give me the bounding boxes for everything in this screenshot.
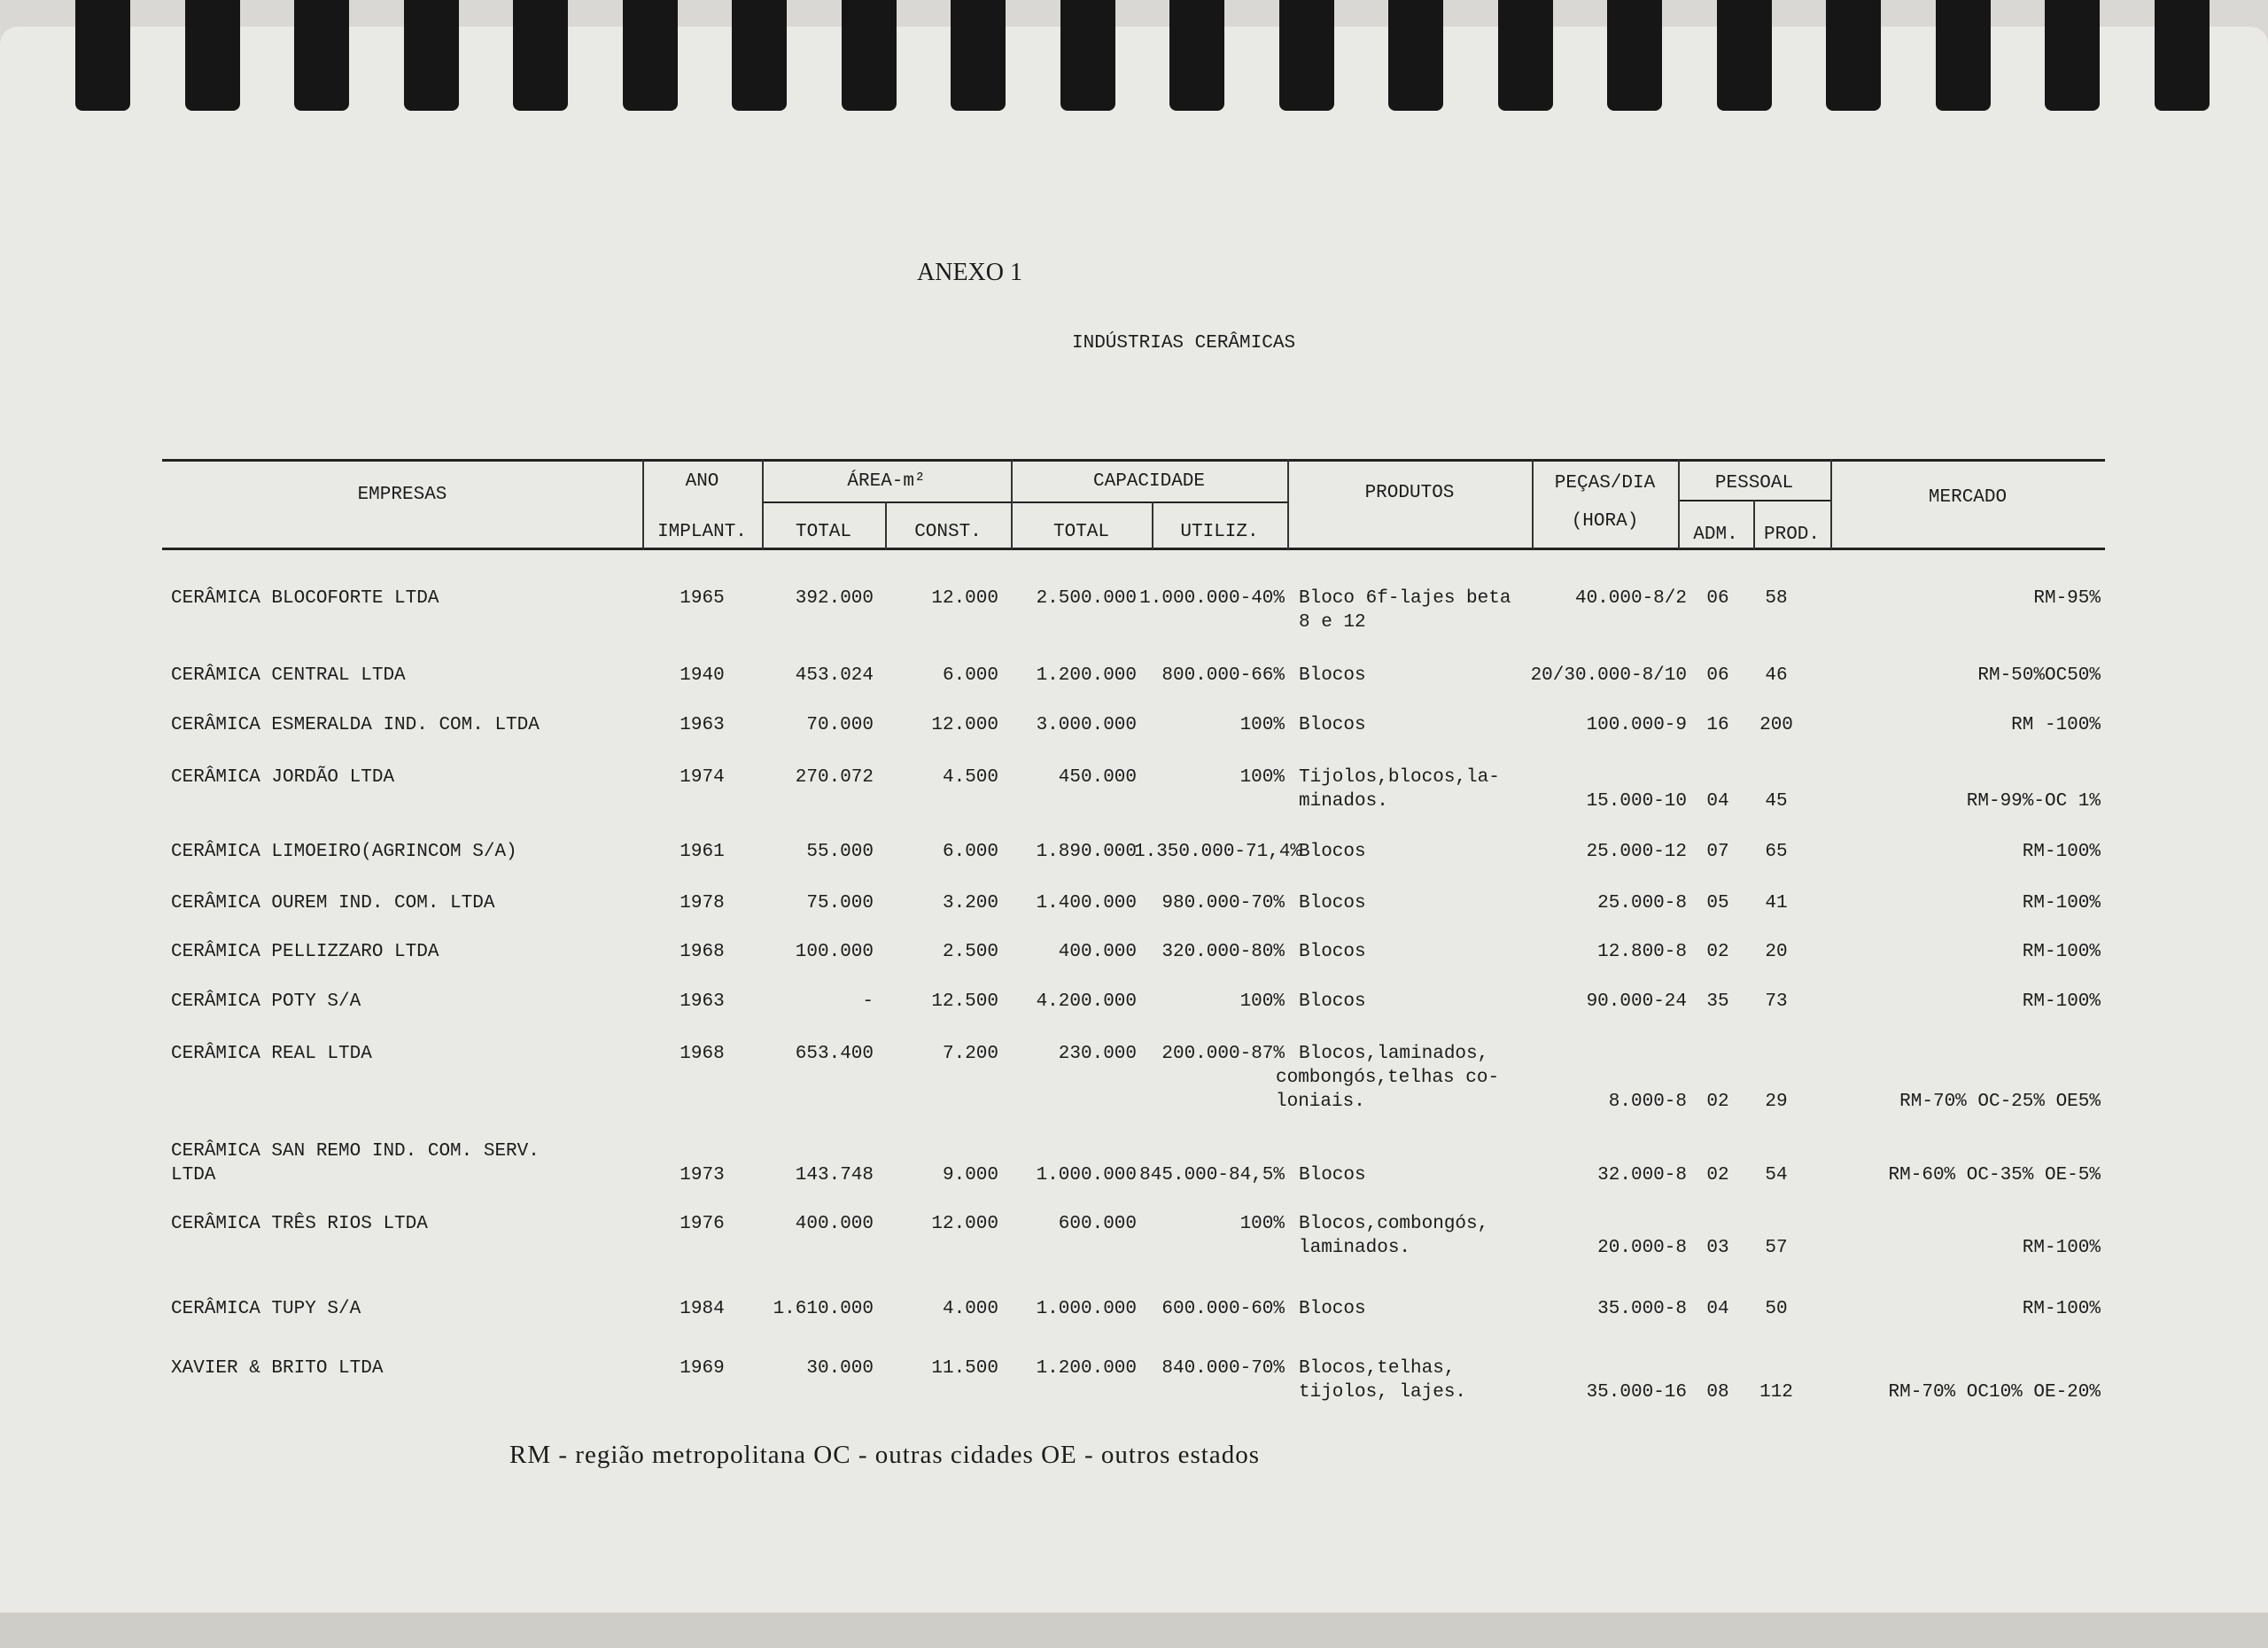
cell-cap-total: 600.000 — [1058, 1214, 1137, 1234]
cell-empresa: CERÂMICA ESMERALDA IND. COM. LTDA — [171, 715, 540, 735]
cell-pecas: 20/30.000-8/10 — [1530, 665, 1687, 686]
cell-pecas: 12.800-8 — [1597, 942, 1687, 962]
cell-area-const: 2.500 — [942, 942, 998, 962]
cell-area-const: 7.200 — [942, 1044, 998, 1064]
cell-area-const: 9.000 — [942, 1165, 998, 1185]
cell-pecas: 32.000-8 — [1597, 1165, 1687, 1185]
cell-mercado: RM-100% — [2022, 1299, 2101, 1319]
cell-pecas: 25.000-8 — [1597, 893, 1687, 913]
cell-empresa: XAVIER & BRITO LTDA — [171, 1358, 384, 1379]
cell-ano: 1969 — [680, 1358, 725, 1379]
cell-ano: 1963 — [680, 991, 725, 1012]
header-area-const: CONST. — [914, 522, 982, 542]
cell-mercado: RM-100% — [2022, 991, 2101, 1012]
cell-pecas: 90.000-24 — [1586, 991, 1687, 1012]
cell-pessoal-adm: 03 — [1706, 1238, 1729, 1258]
cell-area-const: 12.000 — [931, 715, 998, 735]
cell-pessoal-prod: 112 — [1759, 1382, 1793, 1403]
cell-empresa: CERÂMICA SAN REMO IND. COM. SERV. — [171, 1141, 540, 1162]
cell-empresa: CERÂMICA BLOCOFORTE LTDA — [171, 588, 439, 609]
cell-produtos: 8 e 12 — [1299, 612, 1366, 633]
header-produtos: PRODUTOS — [1364, 483, 1455, 503]
cell-pecas: 35.000-16 — [1586, 1382, 1687, 1403]
cell-cap-total: 3.000.000 — [1036, 715, 1137, 735]
header-area: ÁREA-m² — [847, 471, 926, 492]
cell-cap-total: 4.200.000 — [1036, 991, 1137, 1012]
cell-pessoal-adm: 06 — [1706, 588, 1729, 609]
cell-cap-utiliz: 840.000-70% — [1161, 1358, 1285, 1379]
cell-area-total: 392.000 — [795, 588, 874, 609]
cell-produtos: Blocos — [1299, 1299, 1366, 1319]
cell-produtos: Tijolos,blocos,la- — [1299, 767, 1500, 788]
binder-ring — [1388, 0, 1443, 111]
cell-pessoal-prod: 20 — [1765, 942, 1788, 962]
cell-mercado: RM-70% OC-25% OE5% — [1899, 1092, 2101, 1112]
binder-ring — [404, 0, 459, 111]
cell-mercado: RM-100% — [2022, 893, 2101, 913]
cell-produtos: Blocos — [1299, 942, 1366, 962]
cell-pessoal-prod: 58 — [1765, 588, 1788, 609]
cell-empresa-cont: LTDA — [171, 1165, 216, 1185]
cell-produtos: laminados. — [1299, 1238, 1411, 1258]
cell-area-total: 75.000 — [806, 893, 874, 913]
cell-cap-utiliz: 200.000-87% — [1161, 1044, 1285, 1064]
cell-ano: 1940 — [680, 665, 725, 686]
cell-cap-total: 1.000.000 — [1036, 1165, 1137, 1185]
cell-produtos: Blocos,telhas, — [1299, 1358, 1456, 1379]
cell-pessoal-adm: 08 — [1706, 1382, 1729, 1403]
cell-empresa: CERÂMICA CENTRAL LTDA — [171, 665, 406, 686]
binder-ring — [951, 0, 1006, 111]
cell-empresa: CERÂMICA PELLIZZARO LTDA — [171, 942, 439, 962]
binder-ring — [1279, 0, 1334, 111]
legend-note: RM - região metropolitana OC - outras cidades OE - outros estados — [509, 1441, 1261, 1469]
cell-pessoal-adm: 05 — [1706, 893, 1729, 913]
header-pessoal: PESSOAL — [1714, 473, 1794, 494]
cell-pessoal-prod: 46 — [1765, 665, 1788, 686]
header-empresas: EMPRESAS — [357, 485, 447, 505]
cell-area-const: 12.000 — [931, 1214, 998, 1234]
cell-area-total: 55.000 — [806, 842, 874, 862]
cell-area-total: - — [862, 991, 874, 1012]
cell-pecas: 15.000-10 — [1586, 791, 1687, 812]
cell-ano: 1963 — [680, 715, 725, 735]
cell-produtos: Blocos — [1299, 893, 1366, 913]
binder-ring — [1826, 0, 1881, 111]
cell-area-const: 12.000 — [931, 588, 998, 609]
cell-area-const: 6.000 — [942, 842, 998, 862]
cell-mercado: RM-100% — [2022, 842, 2101, 862]
binder-ring — [623, 0, 678, 111]
header-cap-utiliz: UTILIZ. — [1180, 522, 1259, 542]
cell-pessoal-prod: 45 — [1765, 791, 1788, 812]
cell-pessoal-adm: 02 — [1706, 1165, 1729, 1185]
cell-pessoal-adm: 07 — [1706, 842, 1729, 862]
cell-empresa: CERÂMICA OUREM IND. COM. LTDA — [171, 893, 495, 913]
cell-cap-total: 1.000.000 — [1036, 1299, 1137, 1319]
binder-ring — [1169, 0, 1224, 111]
binder-ring — [842, 0, 897, 111]
cell-cap-utiliz: 1.000.000-40% — [1139, 588, 1285, 609]
cell-area-total: 270.072 — [795, 767, 874, 788]
cell-produtos: Blocos — [1299, 665, 1366, 686]
header-ano: ANO — [685, 471, 719, 492]
cell-area-const: 4.000 — [942, 1299, 998, 1319]
cell-pecas: 25.000-12 — [1586, 842, 1687, 862]
cell-empresa: CERÂMICA REAL LTDA — [171, 1044, 372, 1064]
annex-title: ANEXO 1 — [917, 259, 1022, 286]
cell-empresa: CERÂMICA JORDÃO LTDA — [171, 767, 395, 788]
binder-ring — [1936, 0, 1991, 111]
header-cap-total: TOTAL — [1052, 522, 1109, 542]
cell-ano: 1961 — [680, 842, 725, 862]
cell-cap-total: 230.000 — [1058, 1044, 1137, 1064]
cell-produtos: loniais. — [1276, 1092, 1365, 1112]
cell-area-total: 453.024 — [795, 665, 874, 686]
cell-area-total: 1.610.000 — [773, 1299, 874, 1319]
cell-empresa: CERÂMICA TUPY S/A — [171, 1299, 361, 1319]
header-mercado: MERCADO — [1928, 487, 2008, 508]
cell-pessoal-adm: 02 — [1706, 1092, 1729, 1112]
cell-area-const: 3.200 — [942, 893, 998, 913]
binder-ring — [513, 0, 568, 111]
cell-pessoal-prod: 29 — [1765, 1092, 1788, 1112]
cell-mercado: RM-100% — [2022, 942, 2101, 962]
cell-cap-total: 1.400.000 — [1036, 893, 1137, 913]
header-implant: IMPLANT. — [657, 522, 747, 542]
header-area-total: TOTAL — [795, 522, 851, 542]
cell-cap-utiliz: 600.000-60% — [1161, 1299, 1285, 1319]
cell-empresa: CERÂMICA LIMOEIRO(AGRINCOM S/A) — [171, 842, 517, 862]
binder-ring — [2155, 0, 2210, 111]
cell-pessoal-prod: 65 — [1765, 842, 1788, 862]
cell-pessoal-prod: 200 — [1759, 715, 1793, 735]
cell-mercado: RM-95% — [2033, 588, 2101, 609]
cell-pessoal-prod: 54 — [1765, 1165, 1788, 1185]
table-title: INDÚSTRIAS CERÂMICAS — [1072, 333, 1296, 354]
cell-mercado: RM-50%OC50% — [1977, 665, 2101, 686]
cell-mercado: RM -100% — [2011, 715, 2101, 735]
cell-ano: 1965 — [680, 588, 725, 609]
cell-cap-utiliz: 100% — [1239, 715, 1285, 735]
cell-pessoal-adm: 16 — [1706, 715, 1729, 735]
cell-mercado: RM-70% OC10% OE-20% — [1888, 1382, 2101, 1403]
cell-cap-utiliz: 100% — [1239, 767, 1285, 788]
cell-area-total: 30.000 — [806, 1358, 874, 1379]
cell-ano: 1984 — [680, 1299, 725, 1319]
cell-pessoal-adm: 02 — [1706, 942, 1729, 962]
cell-cap-utiliz: 800.000-66% — [1161, 665, 1285, 686]
cell-produtos: tijolos, lajes. — [1299, 1382, 1467, 1403]
cell-produtos: minados. — [1299, 791, 1388, 812]
cell-produtos: combongós,telhas co- — [1276, 1068, 1500, 1088]
cell-cap-total: 1.890.000 — [1036, 842, 1137, 862]
col-divider — [1287, 459, 1289, 549]
cell-ano: 1973 — [680, 1165, 725, 1185]
cell-produtos: Blocos — [1299, 991, 1366, 1012]
cell-produtos: Bloco 6f-lajes beta — [1299, 588, 1511, 609]
cell-empresa: CERÂMICA TRÊS RIOS LTDA — [171, 1214, 428, 1234]
cell-cap-utiliz: 1.350.000-71,4% — [1134, 842, 1302, 862]
cell-area-total: 143.748 — [795, 1165, 874, 1185]
cell-area-const: 6.000 — [942, 665, 998, 686]
cell-cap-utiliz: 845.000-84,5% — [1139, 1165, 1285, 1185]
header-prod: PROD. — [1763, 525, 1820, 545]
binder-ring — [1060, 0, 1115, 111]
cell-produtos: Blocos — [1299, 842, 1366, 862]
cell-pessoal-adm: 04 — [1706, 1299, 1729, 1319]
header-adm: ADM. — [1693, 525, 1738, 545]
cell-ano: 1976 — [680, 1214, 725, 1234]
cell-cap-utiliz: 980.000-70% — [1161, 893, 1285, 913]
cell-empresa: CERÂMICA POTY S/A — [171, 991, 361, 1012]
cell-pessoal-prod: 73 — [1765, 991, 1788, 1012]
binder-ring — [75, 0, 130, 111]
header-mid-rule-area-cap — [762, 501, 1287, 503]
page-edge — [0, 1613, 2268, 1648]
cell-area-total: 100.000 — [795, 942, 874, 962]
header-bottom-rule — [162, 548, 2105, 550]
cell-pessoal-adm: 06 — [1706, 665, 1729, 686]
binder-ring — [1498, 0, 1553, 111]
cell-mercado: RM-99%-OC 1% — [1966, 791, 2101, 812]
cell-cap-utiliz: 100% — [1239, 1214, 1285, 1234]
binder-ring — [294, 0, 349, 111]
cell-produtos: Blocos,combongós, — [1299, 1214, 1489, 1234]
cell-pessoal-adm: 04 — [1706, 791, 1729, 812]
cell-pecas: 8.000-8 — [1608, 1092, 1687, 1112]
cell-pessoal-prod: 57 — [1765, 1238, 1788, 1258]
cell-area-const: 12.500 — [931, 991, 998, 1012]
cell-mercado: RM-60% OC-35% OE-5% — [1888, 1165, 2101, 1185]
cell-area-const: 4.500 — [942, 767, 998, 788]
cell-cap-total: 400.000 — [1058, 942, 1137, 962]
cell-pessoal-prod: 41 — [1765, 893, 1788, 913]
cell-pecas: 100.000-9 — [1586, 715, 1687, 735]
cell-cap-total: 450.000 — [1058, 767, 1137, 788]
cell-cap-total: 1.200.000 — [1036, 1358, 1137, 1379]
binder-ring — [1717, 0, 1772, 111]
header-capacidade: CAPACIDADE — [1092, 471, 1206, 492]
cell-area-total: 400.000 — [795, 1214, 874, 1234]
cell-mercado: RM-100% — [2022, 1238, 2101, 1258]
cell-ano: 1968 — [680, 1044, 725, 1064]
cell-pessoal-prod: 50 — [1765, 1299, 1788, 1319]
cell-produtos: Blocos,laminados, — [1299, 1044, 1489, 1064]
header-hora: (HORA) — [1571, 511, 1639, 532]
cell-pecas: 40.000-8/2 — [1574, 588, 1687, 609]
cell-area-const: 11.500 — [931, 1358, 998, 1379]
cell-ano: 1974 — [680, 767, 725, 788]
cell-area-total: 70.000 — [806, 715, 874, 735]
cell-cap-utiliz: 320.000-80% — [1161, 942, 1285, 962]
cell-pecas: 20.000-8 — [1597, 1238, 1687, 1258]
cell-pecas: 35.000-8 — [1597, 1299, 1687, 1319]
binder-ring — [2045, 0, 2100, 111]
cell-pessoal-adm: 35 — [1706, 991, 1729, 1012]
cell-cap-total: 2.500.000 — [1036, 588, 1137, 609]
cell-cap-total: 1.200.000 — [1036, 665, 1137, 686]
cell-area-total: 653.400 — [795, 1044, 874, 1064]
cell-produtos: Blocos — [1299, 715, 1366, 735]
cell-ano: 1968 — [680, 942, 725, 962]
cell-produtos: Blocos — [1299, 1165, 1366, 1185]
binder-ring — [732, 0, 787, 111]
header-top-rule — [162, 459, 2105, 462]
cell-ano: 1978 — [680, 893, 725, 913]
header-pecas: PEÇAS/DIA — [1554, 473, 1656, 494]
binder-ring — [185, 0, 240, 111]
cell-cap-utiliz: 100% — [1239, 991, 1285, 1012]
binder-ring — [1607, 0, 1662, 111]
